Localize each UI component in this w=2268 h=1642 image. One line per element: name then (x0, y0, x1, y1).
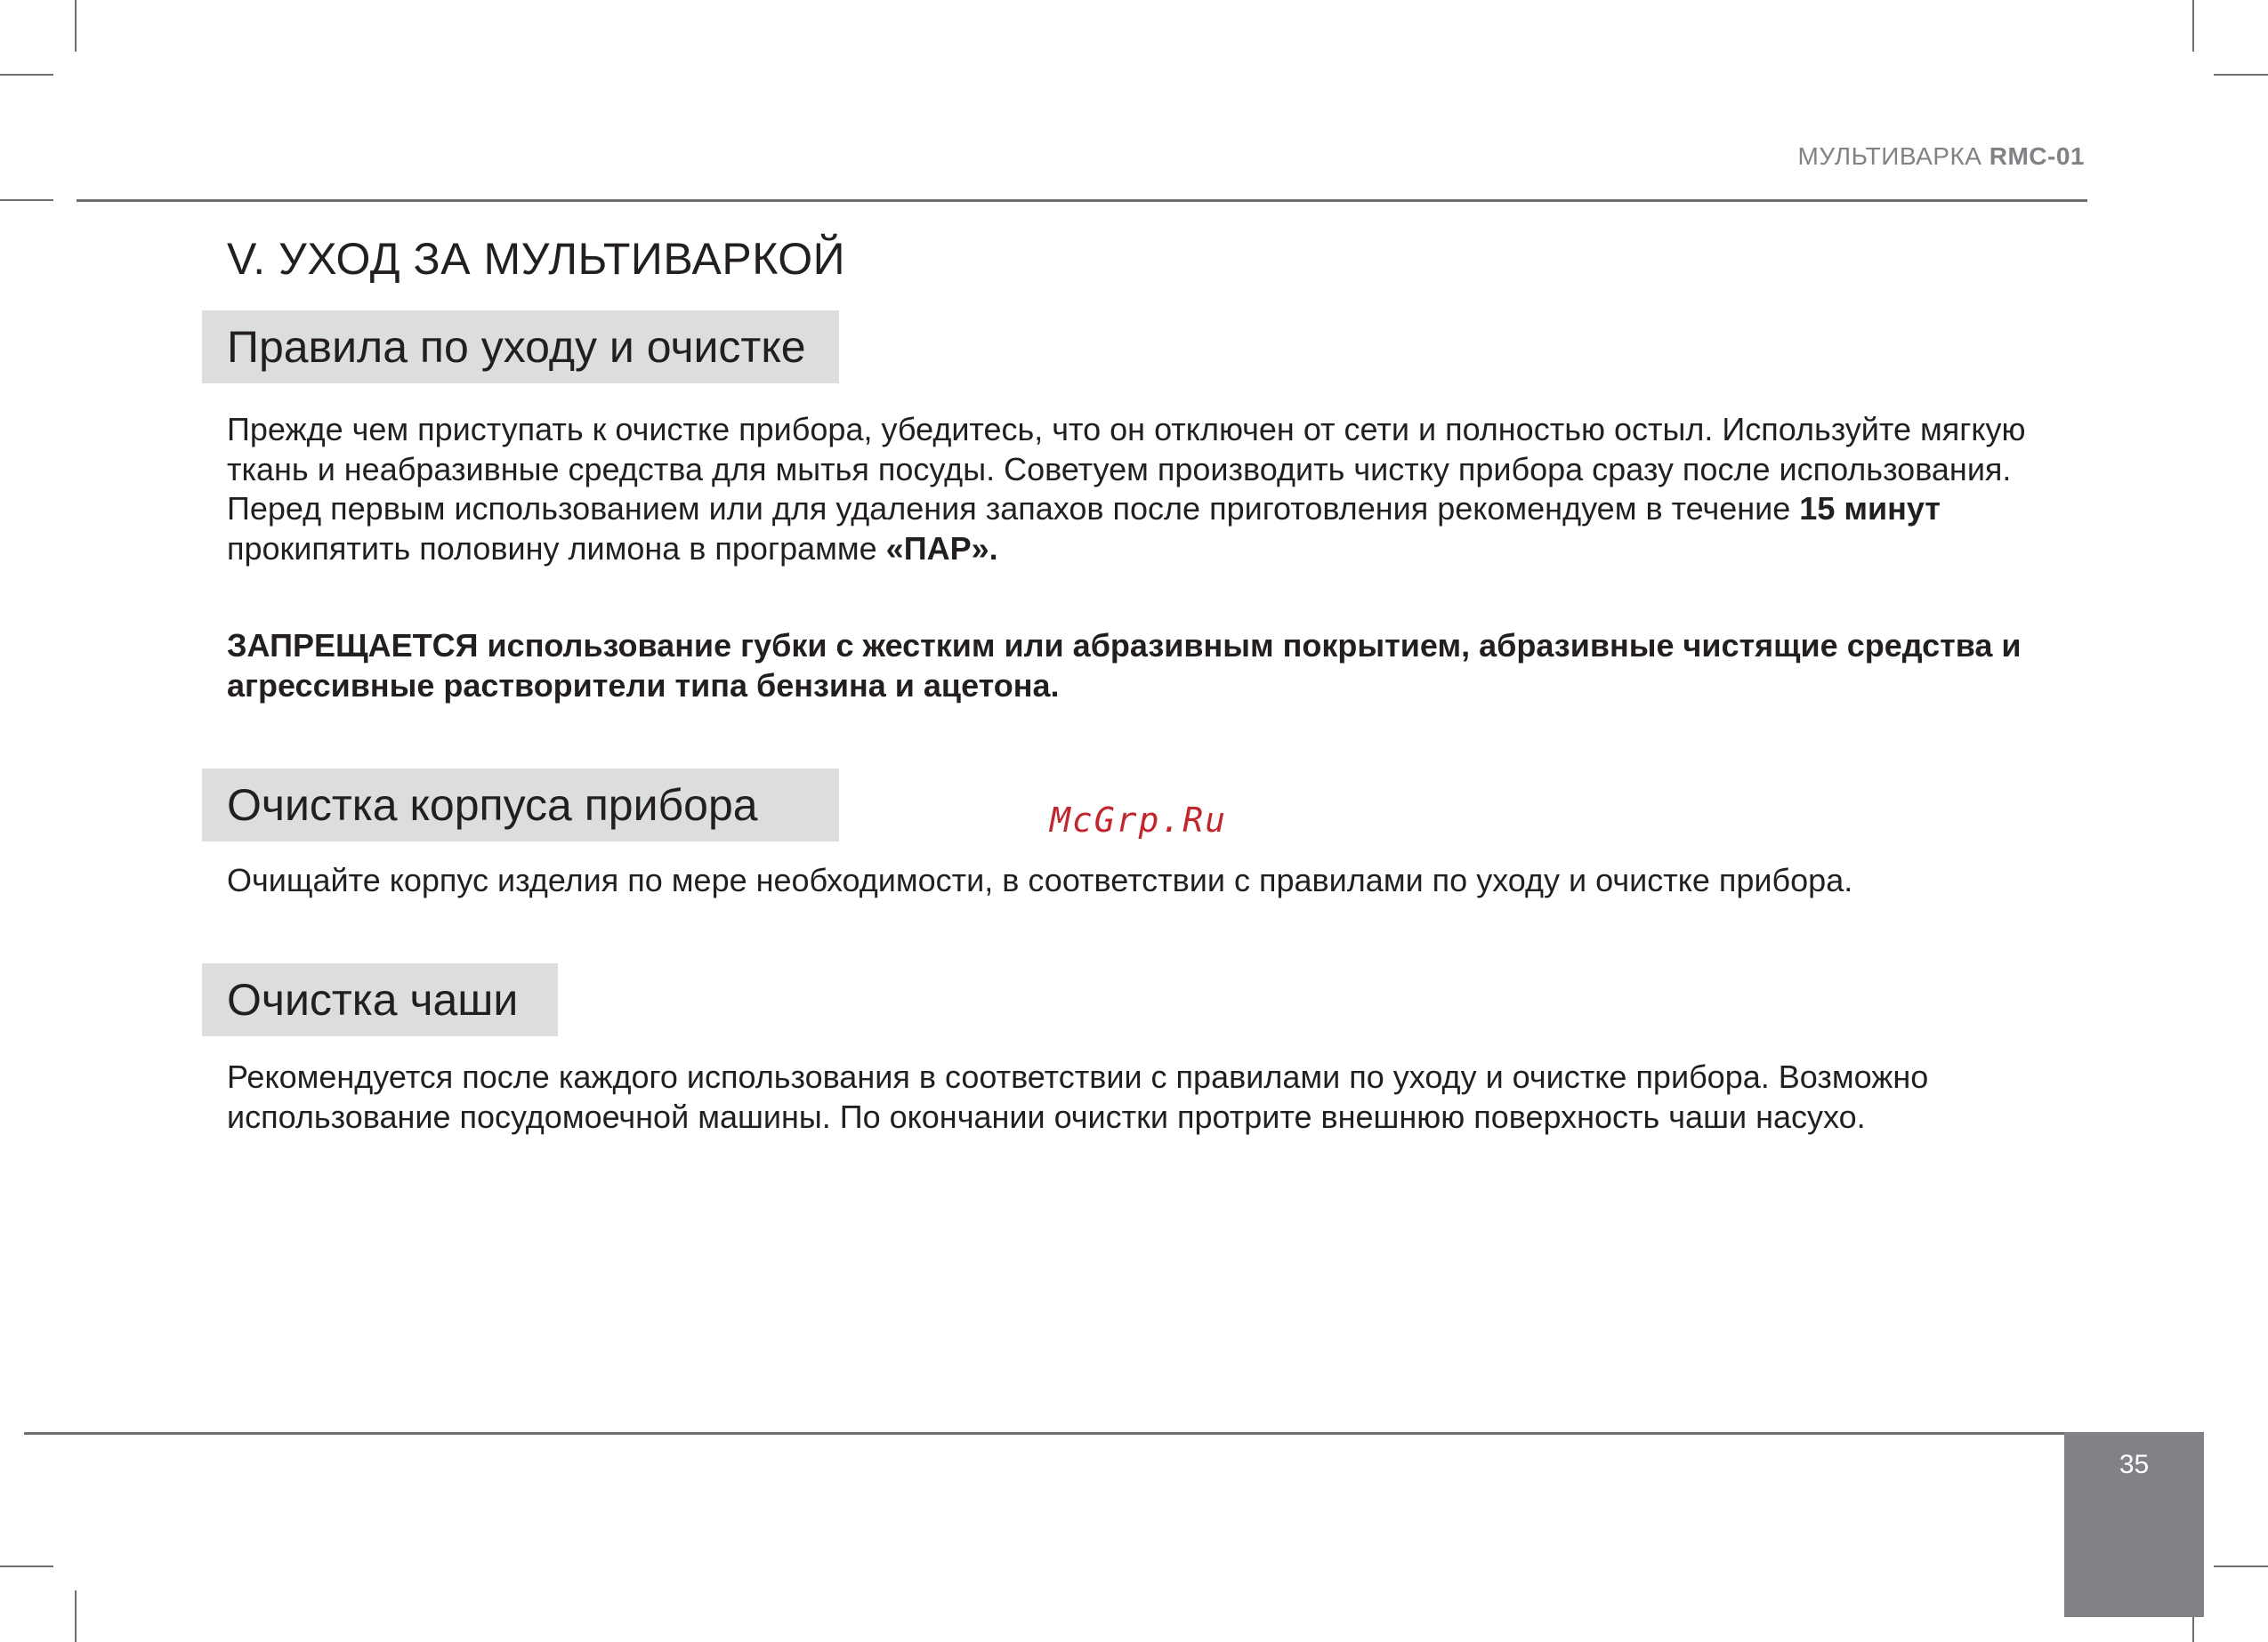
footer-rule (24, 1432, 2204, 1435)
crop-mark (0, 199, 53, 201)
page-number-box (2064, 1432, 2204, 1617)
crop-mark (2214, 1566, 2268, 1567)
page-number: 35 (2119, 1450, 2150, 1479)
body-cleaning-paragraph: Очищайте корпус изделия по мере необходимости, в соответствии с правилами по уходу и очистке прибора. (227, 862, 1853, 898)
crop-mark (2214, 74, 2268, 76)
crop-mark (75, 1590, 77, 1642)
care-rules-p2-program: «ПАР». (885, 529, 998, 567)
care-rules-p2-text2: прокипятить половину лимона в программе (227, 529, 877, 567)
header-model: RMC-01 (1989, 142, 2085, 170)
crop-mark (2192, 0, 2194, 52)
header-product: МУЛЬТИВАРКА (1797, 142, 1982, 170)
care-rules-p2-text: Перед первым использованием или для удаления запахов после приготовления рекомендуем в течение (227, 490, 1791, 527)
body-cleaning-text (227, 861, 2078, 901)
header-rule (77, 199, 2087, 202)
bowl-cleaning-paragraph: Рекомендуется после каждого использования в соответствии с правилами по уходу и очистке прибора. Возможно использование посудомоечной машины. По окончании очистки протрите внешнюю поверхность чаши насухо. (227, 1058, 1929, 1135)
care-rules-paragraph-2 (227, 489, 2078, 568)
watermark: McGrp.Ru (1050, 801, 1228, 840)
subsection-heading-body-cleaning: Очистка корпуса прибора (202, 769, 839, 841)
section-title: V. УХОД ЗА МУЛЬТИВАРКОЙ (227, 234, 846, 284)
running-header (1798, 142, 2085, 171)
crop-mark (0, 1566, 53, 1567)
crop-mark (75, 0, 77, 52)
warning-text: ЗАПРЕЩАЕТСЯ использование губки с жестким или абразивным покрытием, абразивные чистящие средства и агрессивные растворители типа бензина и ацетона. (227, 627, 2022, 704)
care-rules-p2-duration: 15 минут (1799, 490, 1941, 527)
care-rules-paragraph-1: Прежде чем приступать к очистке прибора, убедитесь, что он отключен от сети и полностью остыл. Используйте мягкую ткань и неабразивные средства для мытья посуды. Советуем производить чистку прибора сразу после использования. (227, 411, 2026, 487)
subsection-heading-care-rules: Правила по уходу и очистке (202, 310, 839, 383)
subsection-heading-bowl-cleaning: Очистка чаши (202, 963, 558, 1036)
crop-mark (0, 74, 53, 76)
care-rules-text (227, 410, 2078, 568)
care-rules-warning (227, 626, 2078, 705)
bowl-cleaning-text (227, 1058, 2078, 1137)
